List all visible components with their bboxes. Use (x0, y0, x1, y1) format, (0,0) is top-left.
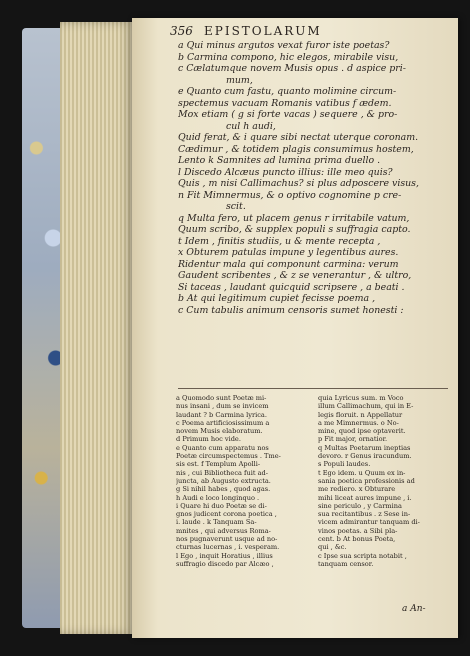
verse-line: l Discedo Alcæus puncto illius: ille meo quis? (178, 166, 393, 178)
verse-line: Ridentur mala qui componunt carmina: verum (178, 258, 399, 270)
verse-line: Si taceas , laudant quicquid scripsere , a beati . (178, 281, 405, 293)
footnote-line: q Multas Poetarum ineptias (318, 443, 411, 452)
footnote-line: sis est. f Templum Apolli- (176, 460, 261, 469)
footnote-line: devoro. r Genus iracundum. (318, 452, 412, 461)
verse-line: mum, (226, 74, 253, 86)
footnote-line: sine periculo , y Carmina (318, 501, 402, 510)
footnote-line: tanquam censor. (318, 559, 374, 568)
verse-line: cul h audi, (226, 120, 276, 132)
footnote-line: quia Lyricus sum. m Voco (318, 394, 404, 402)
footnote-line: cent. b At bonus Poeta, (318, 535, 396, 544)
footnote-line: vinos poetas. a Sibi pla- (318, 526, 398, 535)
verse-line: Lento k Samnites ad lumina prima duello . (178, 155, 381, 166)
verse-line: b At qui legitimum cupiet fecisse poema , (178, 293, 376, 304)
book-page (132, 18, 458, 638)
footnote-line: d Primum hoc vide. (176, 435, 241, 444)
verse-line: q Multa fero, ut placem genus r irritabile vatum, (178, 212, 410, 224)
footnote-line: laudant ? b Carmina lyrica. (176, 410, 267, 419)
footnote-line: mnites , qui adversus Roma- (176, 526, 271, 535)
footnote-line: nis , cui Bibliotheca fuit ad- (176, 468, 268, 477)
footnote-line: nos pugnaverunt usque ad no- (176, 535, 278, 544)
footnote-line: c Ipse sua scripta notabit , (318, 551, 407, 560)
verse-line: n Fit Mimnermus, & o optivo cognomine p cre- (178, 189, 402, 201)
footnote-line: l Ego , inquit Horatius , illius (176, 551, 273, 560)
footnote-line: i. laude . k Tanquam Sa- (176, 518, 257, 527)
footnote-line: g Si nihil habes , quod agas. (176, 485, 271, 494)
catchword: a An- (402, 604, 426, 614)
footnote-line: s Populi laudes. (318, 460, 371, 469)
footnote-line: e Quanto cum apparatu nos (176, 443, 269, 452)
footnote-line: nus insani , dum se invicem (176, 402, 269, 411)
footnote-line: qui , &c. (318, 543, 347, 552)
verse-line: b Carmina compono, hic elegos, mirabile visu, (178, 51, 399, 63)
footnote-line: Poetæ circumspectemus . Tme- (176, 452, 281, 461)
verse-line: a Qui minus argutos vexat furor iste poetas? (178, 40, 390, 51)
footnotes-right-column (318, 394, 450, 568)
verse-line: Quum scribo, & supplex populi s suffragia capto. (178, 224, 411, 235)
verse-line: e Quanto cum fastu, quanto molimine circum- (178, 86, 397, 97)
verse-line: spectemus vacuam Romanis vatibus f ædem. (178, 97, 392, 109)
page-edges (60, 22, 134, 634)
page-number: 356 (170, 24, 193, 38)
footnote-line: mihi liceat aures impune , i. (318, 493, 412, 502)
footnote-line: i Quare hi duo Poetæ se di- (176, 501, 267, 510)
verse-line: x Obturem patulas impune y legentibus aures. (178, 247, 399, 258)
verse-line: Quid ferat, & i quare sibi nectat uterque coronam. (178, 132, 419, 143)
footnote-line: sua recitantibus . z Sese in- (318, 510, 411, 519)
footnote-line: legis floruit. n Appellatur (318, 410, 403, 419)
footnote-line: a Quomodo sunt Poetæ mi- (176, 394, 267, 402)
footnote-line: t Ego idem. u Quum ex in- (318, 468, 406, 477)
footnote-line: illum Callimachum, qui in E- (318, 402, 414, 411)
verse-line: scit. (226, 201, 246, 212)
verse-line: Quis , m nisi Callimachus? si plus adposcere visus, (178, 178, 419, 189)
footnote-divider (178, 388, 448, 389)
verse-line: c Cum tabulis animum censoris sumet honesti : (178, 304, 404, 316)
verse-line: Mox etiam ( g si forte vacas ) sequere , & pro- (178, 109, 398, 120)
footnote-line: sania poetica professionis ad (318, 476, 415, 485)
footnote-line: gnos judicent corona poetica , (176, 510, 277, 519)
running-head (170, 24, 450, 40)
footnote-line: novem Musis elaboratum. (176, 427, 263, 436)
footnote-line: p Fit major, ornatior. (318, 435, 388, 444)
verse-line: t Idem , finitis studiis, u & mente recepta , (178, 235, 381, 247)
footnote-line: c Poema artificiosissimum a (176, 418, 270, 427)
verse-line: c Cælatumque novem Musis opus . d aspice pri- (178, 63, 406, 74)
verse-line: Gaudent scribentes , & z se venerantur , & ultro, (178, 270, 412, 281)
footnote-line: cturnas lucernas , i. vesperam. (176, 543, 280, 552)
footnotes-left-column (176, 394, 308, 568)
footnote-line: juncta, ab Augusto extructa. (176, 476, 271, 485)
footnote-line: vicem admirantur tanquam di- (318, 518, 420, 527)
verse-line: Cædimur , & totidem plagis consumimus hostem, (178, 143, 414, 155)
footnote-line: mine, quod ipse optaverit. (318, 427, 406, 436)
verse-block (178, 40, 454, 316)
footnote-line: suffragio discedo par Alcæo , (176, 559, 274, 568)
footnote-line: h Audi e loco longinquo . (176, 493, 260, 502)
page-title: EPISTOLARUM (204, 24, 322, 38)
footnote-line: me rediero. x Obturare (318, 485, 396, 494)
footnote-line: a me Mimnermus. o No- (318, 418, 399, 427)
